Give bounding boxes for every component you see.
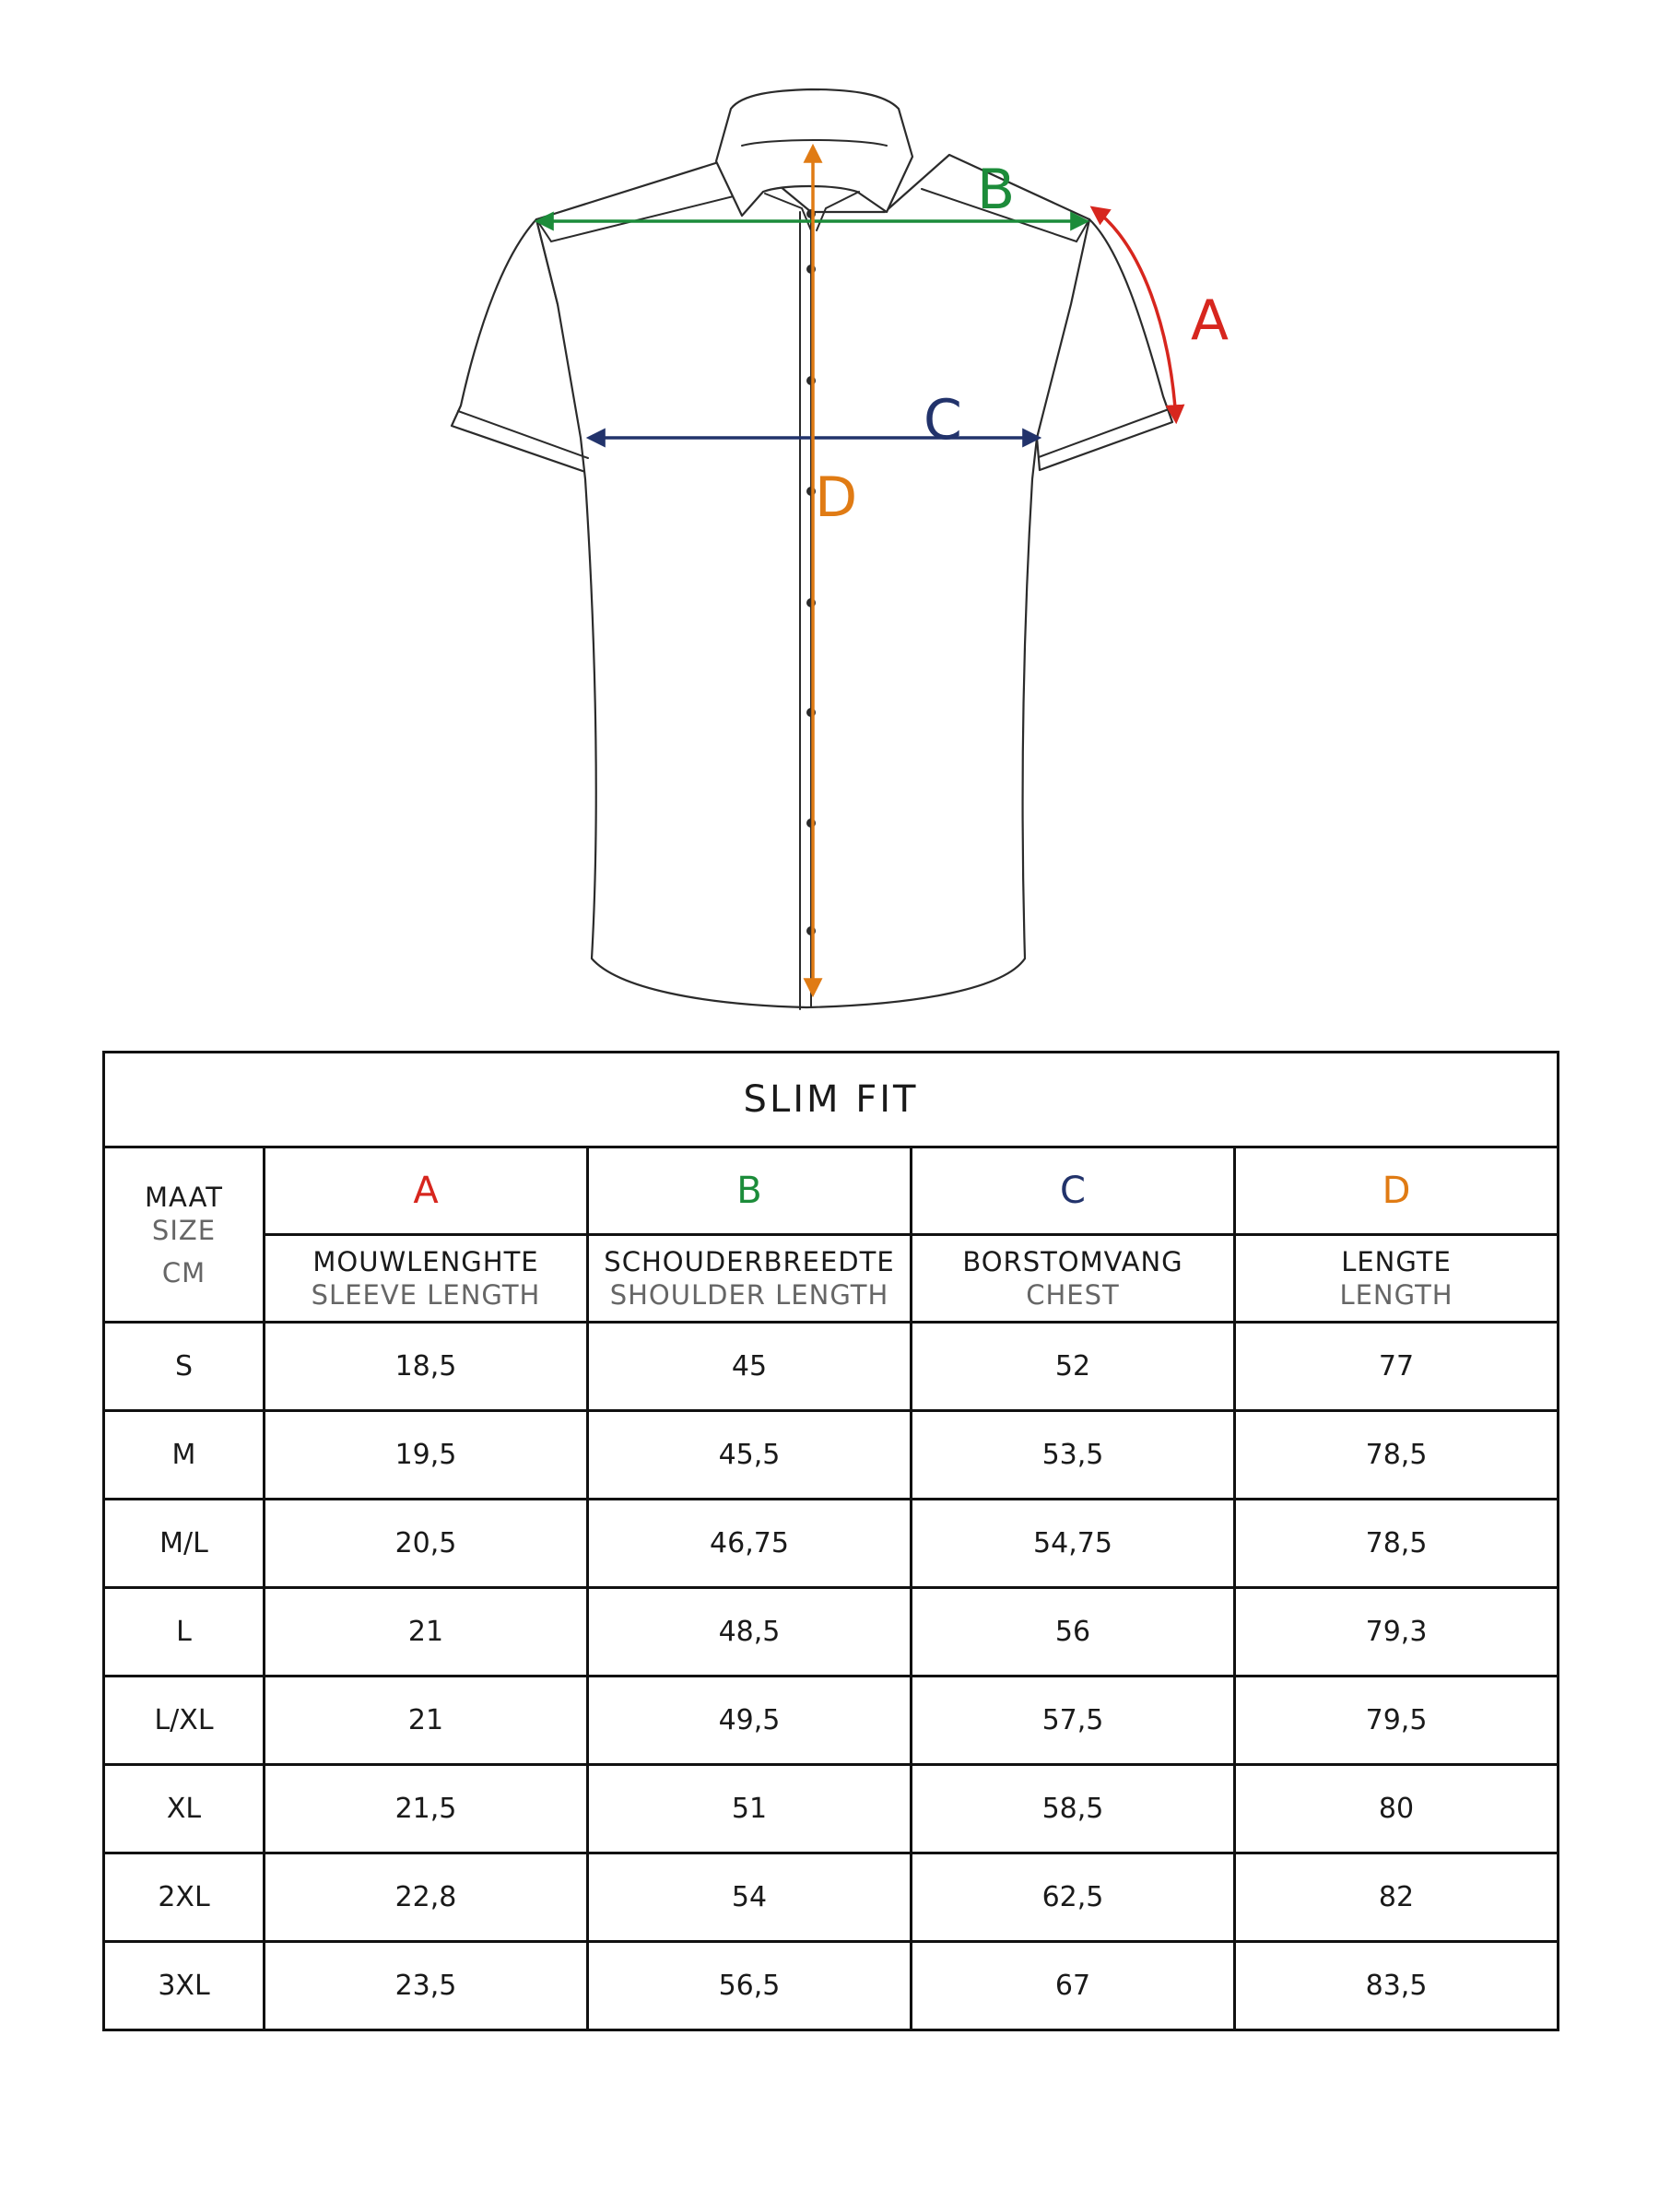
column-d-label xyxy=(1235,1235,1559,1323)
table-row xyxy=(104,1853,1559,1942)
measurement-c-label: C xyxy=(924,388,962,453)
size-cell: M/L xyxy=(104,1500,265,1588)
shoulder-length-cell: 56,5 xyxy=(588,1942,912,2030)
sleeve-length-cell: 21 xyxy=(265,1588,588,1677)
sleeve-length-cell: 21 xyxy=(265,1677,588,1765)
column-a-label xyxy=(265,1235,588,1323)
measurement-a-label: A xyxy=(1191,288,1230,353)
size-table xyxy=(102,1051,1559,2031)
size-cell: 3XL xyxy=(104,1942,265,2030)
column-c-label xyxy=(912,1235,1235,1323)
length-cell: 83,5 xyxy=(1235,1942,1559,2030)
column-b-label xyxy=(588,1235,912,1323)
sleeve-length-cell: 23,5 xyxy=(265,1942,588,2030)
shoulder-length-cell: 49,5 xyxy=(588,1677,912,1765)
shoulder-length-cell: 51 xyxy=(588,1765,912,1853)
table-row xyxy=(104,1411,1559,1500)
size-cell: L xyxy=(104,1588,265,1677)
column-a-label-en: SLEEVE LENGTH xyxy=(311,1279,541,1311)
length-cell: 82 xyxy=(1235,1853,1559,1942)
size-cell: XL xyxy=(104,1765,265,1853)
size-cell: L/XL xyxy=(104,1677,265,1765)
column-a-letter: A xyxy=(265,1147,588,1235)
column-b-label-nl: SCHOUDERBREEDTE xyxy=(604,1246,895,1277)
length-cell: 78,5 xyxy=(1235,1500,1559,1588)
sleeve-length-cell: 21,5 xyxy=(265,1765,588,1853)
chest-cell: 58,5 xyxy=(912,1765,1235,1853)
chest-cell: 54,75 xyxy=(912,1500,1235,1588)
size-header-unit: CM xyxy=(161,1256,206,1288)
measurement-b-label: B xyxy=(977,158,1016,222)
sleeve-length-cell: 20,5 xyxy=(265,1500,588,1588)
length-cell: 78,5 xyxy=(1235,1411,1559,1500)
chest-cell: 62,5 xyxy=(912,1853,1235,1942)
measurement-d-label: D xyxy=(815,465,858,530)
size-cell: M xyxy=(104,1411,265,1500)
size-cell: 2XL xyxy=(104,1853,265,1942)
column-c-label-en: CHEST xyxy=(1026,1279,1120,1311)
column-d-label-nl: LENGTE xyxy=(1341,1246,1452,1277)
sleeve-length-cell: 22,8 xyxy=(265,1853,588,1942)
column-d-label-en: LENGTH xyxy=(1339,1279,1453,1311)
table-title: SLIM FIT xyxy=(104,1053,1559,1147)
chest-cell: 53,5 xyxy=(912,1411,1235,1500)
shoulder-length-cell: 45 xyxy=(588,1323,912,1411)
length-cell: 80 xyxy=(1235,1765,1559,1853)
shirt-measurement-diagram xyxy=(0,0,1659,1032)
column-c-label-nl: BORSTOMVANG xyxy=(962,1246,1183,1277)
table-row xyxy=(104,1942,1559,2030)
shoulder-length-cell: 54 xyxy=(588,1853,912,1942)
column-c-letter: C xyxy=(912,1147,1235,1235)
size-cell: S xyxy=(104,1323,265,1411)
shoulder-length-cell: 45,5 xyxy=(588,1411,912,1500)
length-cell: 79,5 xyxy=(1235,1677,1559,1765)
length-cell: 77 xyxy=(1235,1323,1559,1411)
size-header-size: SIZE xyxy=(151,1214,217,1246)
table-row xyxy=(104,1677,1559,1765)
table-row xyxy=(104,1588,1559,1677)
size-header-maat: MAAT xyxy=(145,1181,223,1213)
table-row xyxy=(104,1323,1559,1411)
column-b-letter: B xyxy=(588,1147,912,1235)
column-b-label-en: SHOULDER LENGTH xyxy=(609,1279,889,1311)
table-row xyxy=(104,1500,1559,1588)
column-a-label-nl: MOUWLENGHTE xyxy=(312,1246,539,1277)
chest-cell: 67 xyxy=(912,1942,1235,2030)
shoulder-length-cell: 46,75 xyxy=(588,1500,912,1588)
chest-cell: 57,5 xyxy=(912,1677,1235,1765)
shoulder-length-cell: 48,5 xyxy=(588,1588,912,1677)
length-cell: 79,3 xyxy=(1235,1588,1559,1677)
sleeve-length-cell: 19,5 xyxy=(265,1411,588,1500)
size-header-cell xyxy=(104,1147,265,1323)
table-row xyxy=(104,1765,1559,1853)
sleeve-length-cell: 18,5 xyxy=(265,1323,588,1411)
chest-cell: 52 xyxy=(912,1323,1235,1411)
column-d-letter: D xyxy=(1235,1147,1559,1235)
chest-cell: 56 xyxy=(912,1588,1235,1677)
